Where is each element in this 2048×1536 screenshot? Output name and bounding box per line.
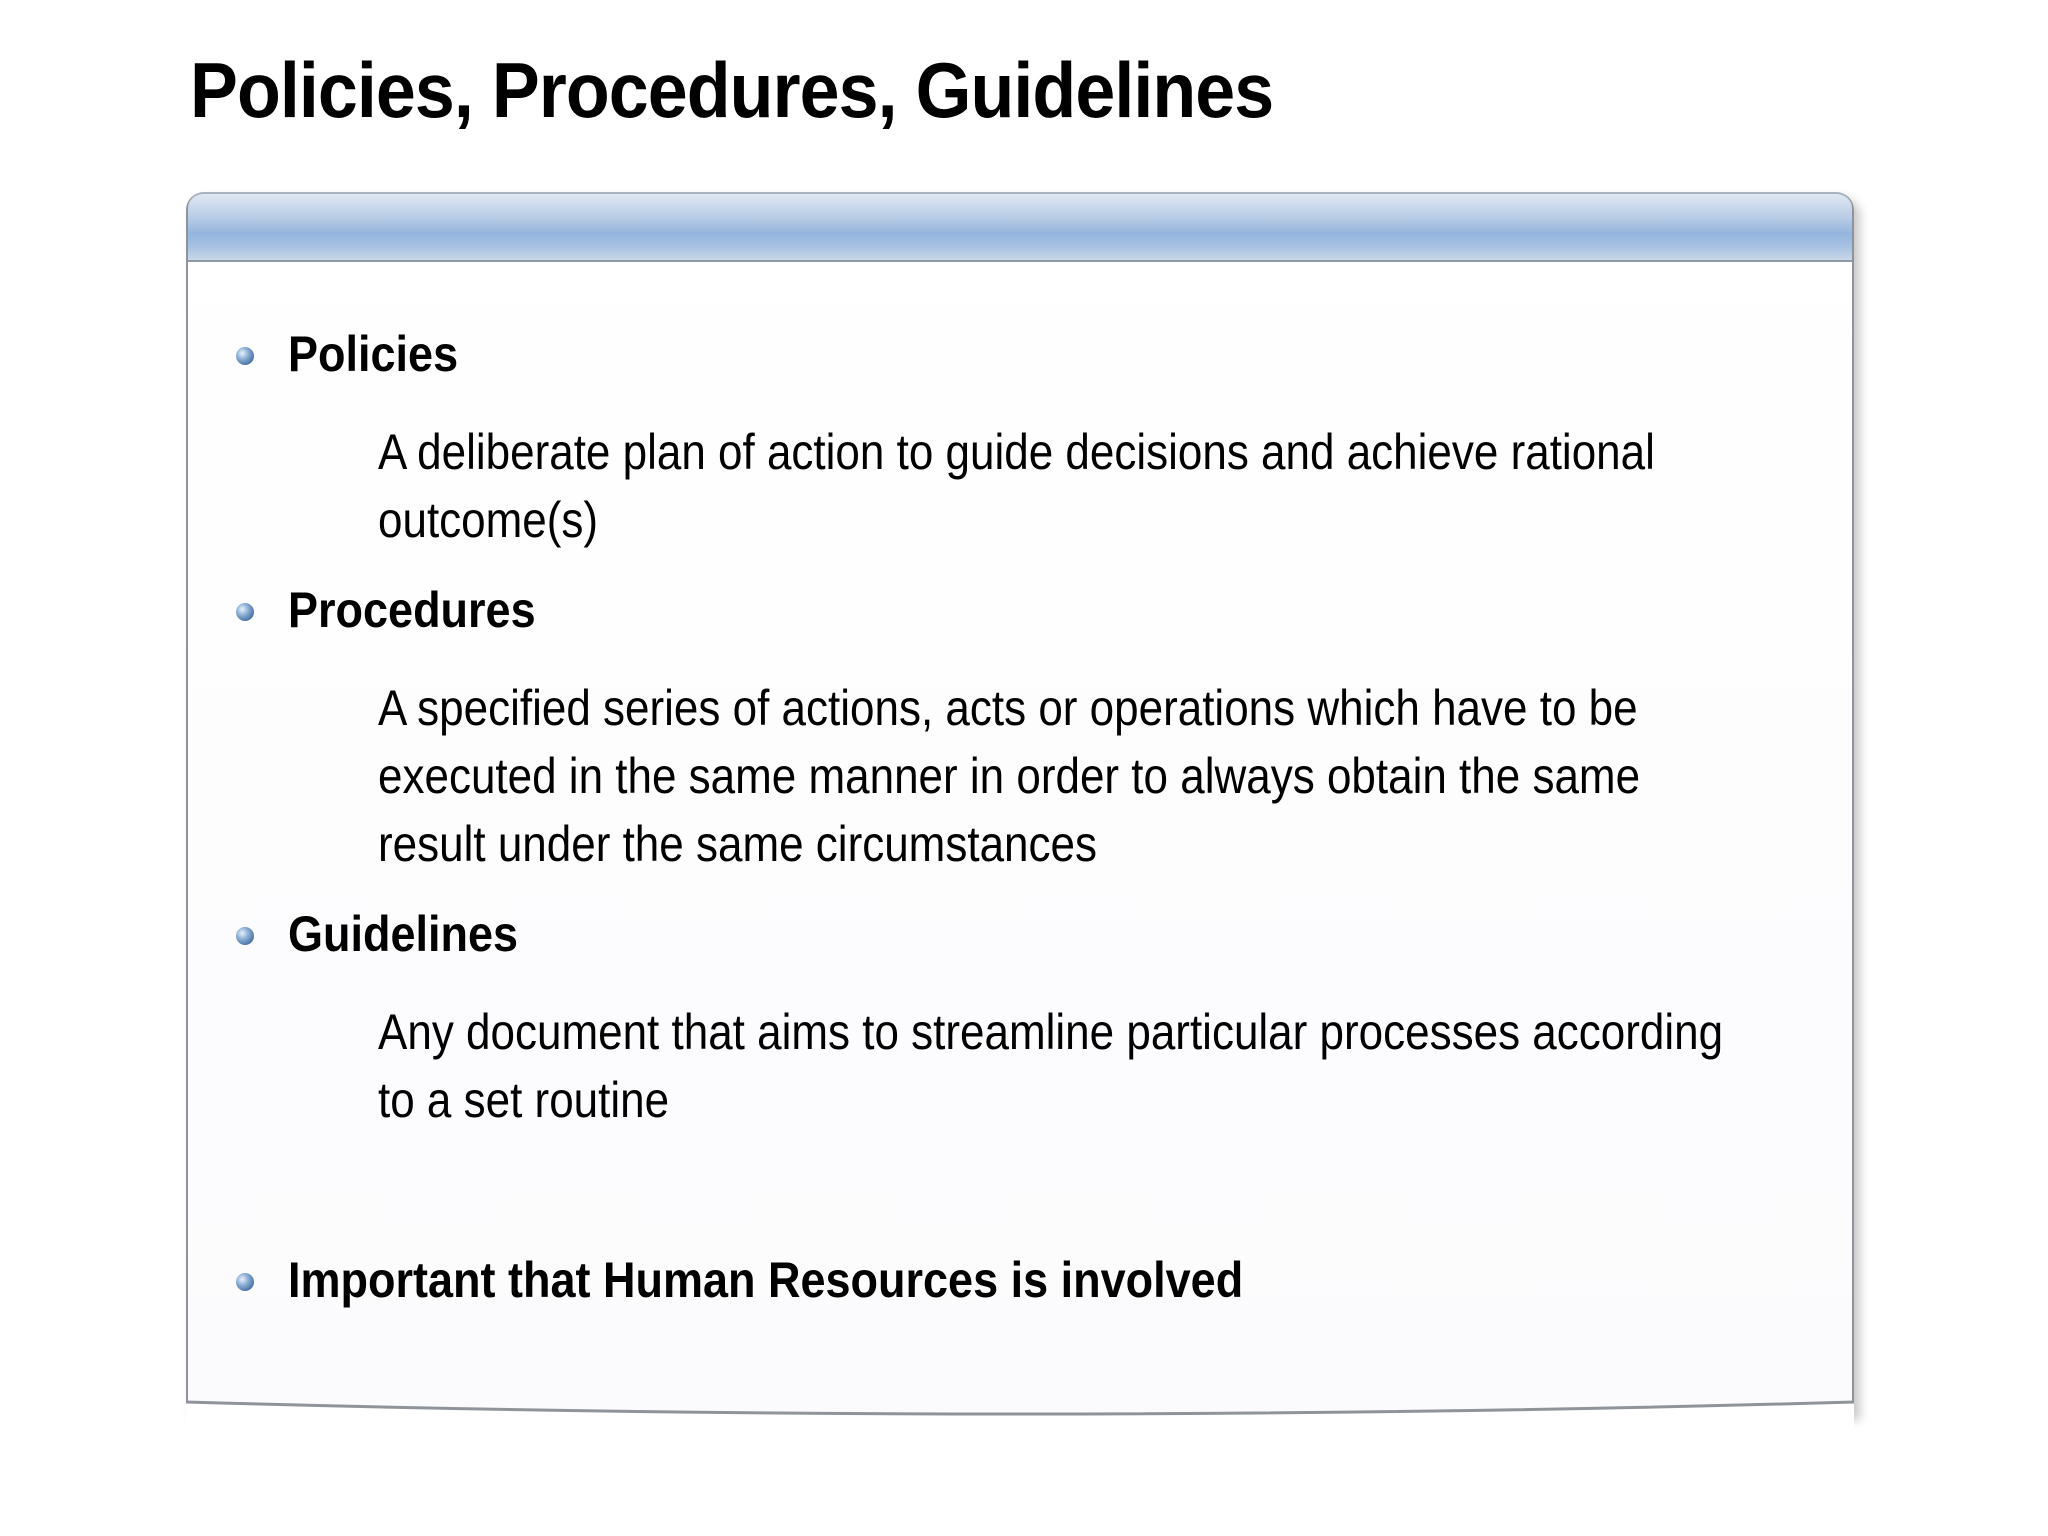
list-item-procedures xyxy=(236,580,563,640)
sphere-bullet-icon xyxy=(236,603,254,621)
list-item-human-resources xyxy=(236,1250,1349,1310)
sphere-bullet-icon xyxy=(236,927,254,945)
item-label: Guidelines xyxy=(288,906,519,962)
item-label: Procedures xyxy=(288,582,536,638)
sphere-bullet-icon xyxy=(236,347,254,365)
item-description: A specified series of actions, acts or operations which have to be executed in the same manner in order to always obtain the same result under the same circumstances xyxy=(378,680,1641,872)
panel-header-band xyxy=(188,192,1852,262)
item-label: Policies xyxy=(288,326,459,382)
item-description: A deliberate plan of action to guide decisions and achieve rational outcome(s) xyxy=(378,424,1655,548)
list-item-guidelines xyxy=(236,904,544,964)
list-item-policies xyxy=(236,324,477,384)
item-description: Any document that aims to streamline particular processes according to a set routine xyxy=(378,1004,1724,1128)
slide-title: Policies, Procedures, Guidelines xyxy=(190,46,1274,134)
sphere-bullet-icon xyxy=(236,1273,254,1291)
panel-bottom-edge xyxy=(186,1392,1854,1432)
item-label: Important that Human Resources is involved xyxy=(288,1252,1244,1308)
